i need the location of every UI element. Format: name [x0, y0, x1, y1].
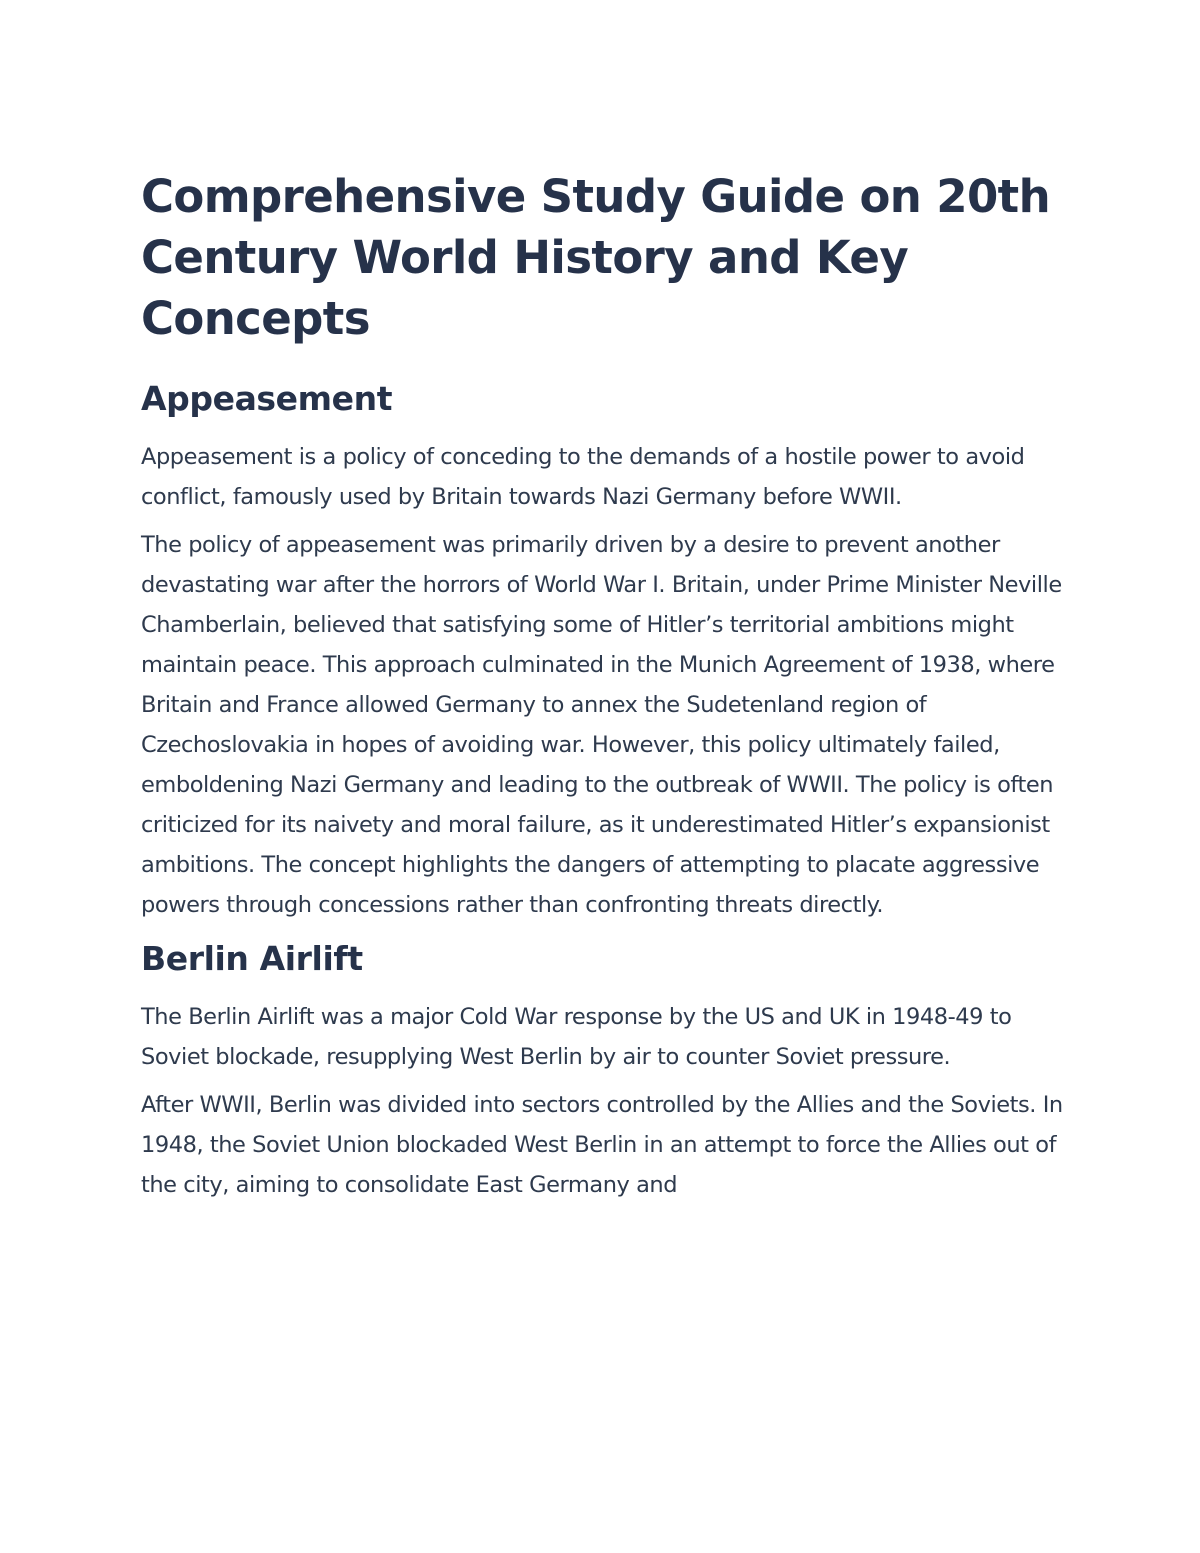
document-title: Comprehensive Study Guide on 20th Century World History and Key Concepts	[141, 170, 1051, 345]
paragraph-berlin-airlift-summary: The Berlin Airlift was a major Cold War response by the US and UK in 1948-49 to Soviet blockade, resupplying West Berlin by air to counter Soviet pressure.	[141, 1004, 1012, 1070]
document-page	[141, 166, 1066, 1217]
paragraph-appeasement-summary: Appeasement is a policy of conceding to the demands of a hostile power to avoid conflict, famously used by Britain towards Nazi Germany before WWII.	[141, 444, 1025, 510]
section-berlin-airlift	[141, 937, 1066, 1205]
paragraph-berlin-airlift-detail: After WWII, Berlin was divided into sectors controlled by the Allies and the Soviets. In 1948, the Soviet Union blockaded West Berlin in an attempt to force the Allies out of the city, aiming to consolidate East Germany and	[141, 1092, 1063, 1198]
paragraph-appeasement-detail: The policy of appeasement was primarily driven by a desire to prevent another devastating war after the horrors of World War I. Britain, under Prime Minister Neville Chamberlain, believed that satisfying some of Hitler’s territorial ambitions might maintain peace. This approach culminated in the Munich Agreement of 1938, where Britain and France allowed Germany to annex the Sudetenland region of Czechoslovakia in hopes of avoiding war. However, this policy ultimately failed, emboldening Nazi Germany and leading to the outbreak of WWII. The policy is often criticized for its naivety and moral failure, as it underestimated Hitler’s expansionist ambitions. The concept highlights the dangers of attempting to placate aggressive powers through concessions rather than confronting threats directly.	[141, 532, 1062, 918]
section-heading-berlin-airlift: Berlin Airlift	[141, 939, 363, 978]
section-heading-appeasement: Appeasement	[141, 379, 393, 418]
section-appeasement	[141, 377, 1066, 925]
